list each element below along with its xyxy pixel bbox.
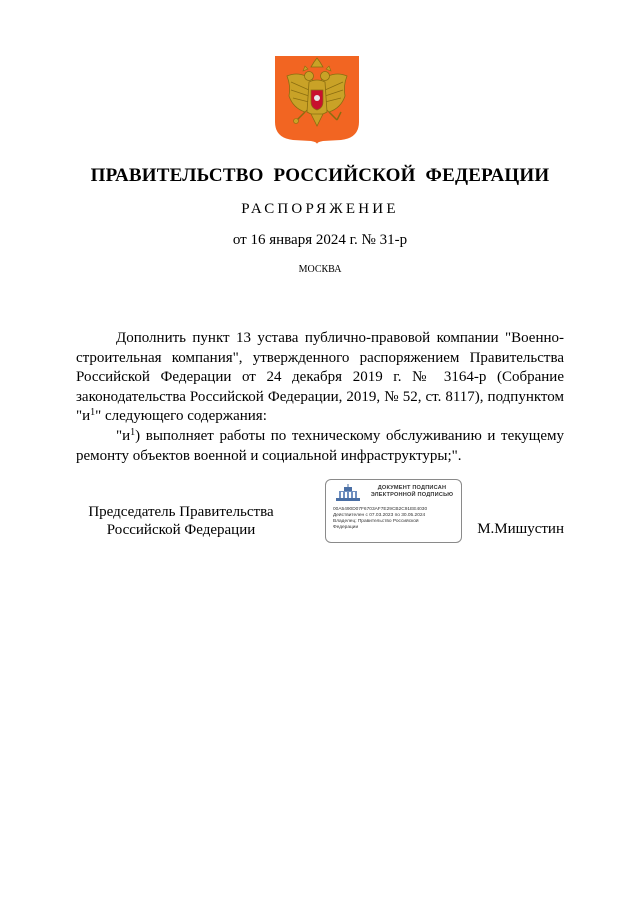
stamp-title: ДОКУМЕНТ ПОДПИСАН ЭЛЕКТРОННОЙ ПОДПИСЬЮ [370,485,454,498]
paragraph-2: "$и^1$) выполняет работы по техническому обслуживанию и текущему ремонту объектов военной и социальной инфраструктуры;". [76,426,564,464]
signer-position: Председатель Правительства Российской Федерации [88,504,274,538]
stamp-owner-cont: Федерации [333,525,359,530]
signer-name: М.Мишустин [477,521,564,537]
stamp-validity: Действителен с 07.03.2023 по 30.05.2024 [333,513,426,518]
stamp-certificate: 00A5490D07F6703AF7E29CB2C91EE4030 [333,507,428,512]
organization-title: ПРАВИТЕЛЬСТВО РОССИЙСКОЙ ФЕДЕРАЦИИ [90,165,550,186]
document-type: РАСПОРЯЖЕНИЕ [241,201,399,217]
stamp-details [333,507,459,531]
government-building-icon [334,484,362,502]
document-body [76,329,564,466]
coat-of-arms-icon [275,56,359,144]
paragraph-1: Дополнить пункт 13 устава публично-правовой компании "Военно-строительная компания", утвержденного распоряжением Правительства Российской Федерации от 24 декабря 2019 г. № 3164-р (Собрание законодательства Российской Федерации, 2019, № 52, ст. 8117), подпунктом "$и^1$" следующего содержания: [76,330,564,425]
electronic-signature-stamp [325,479,462,543]
document-date-number: от 16 января 2024 г. № 31-р [232,232,408,248]
document-city: МОСКВА [298,264,342,275]
stamp-owner: Владелец: Правительство Российской [333,519,419,524]
